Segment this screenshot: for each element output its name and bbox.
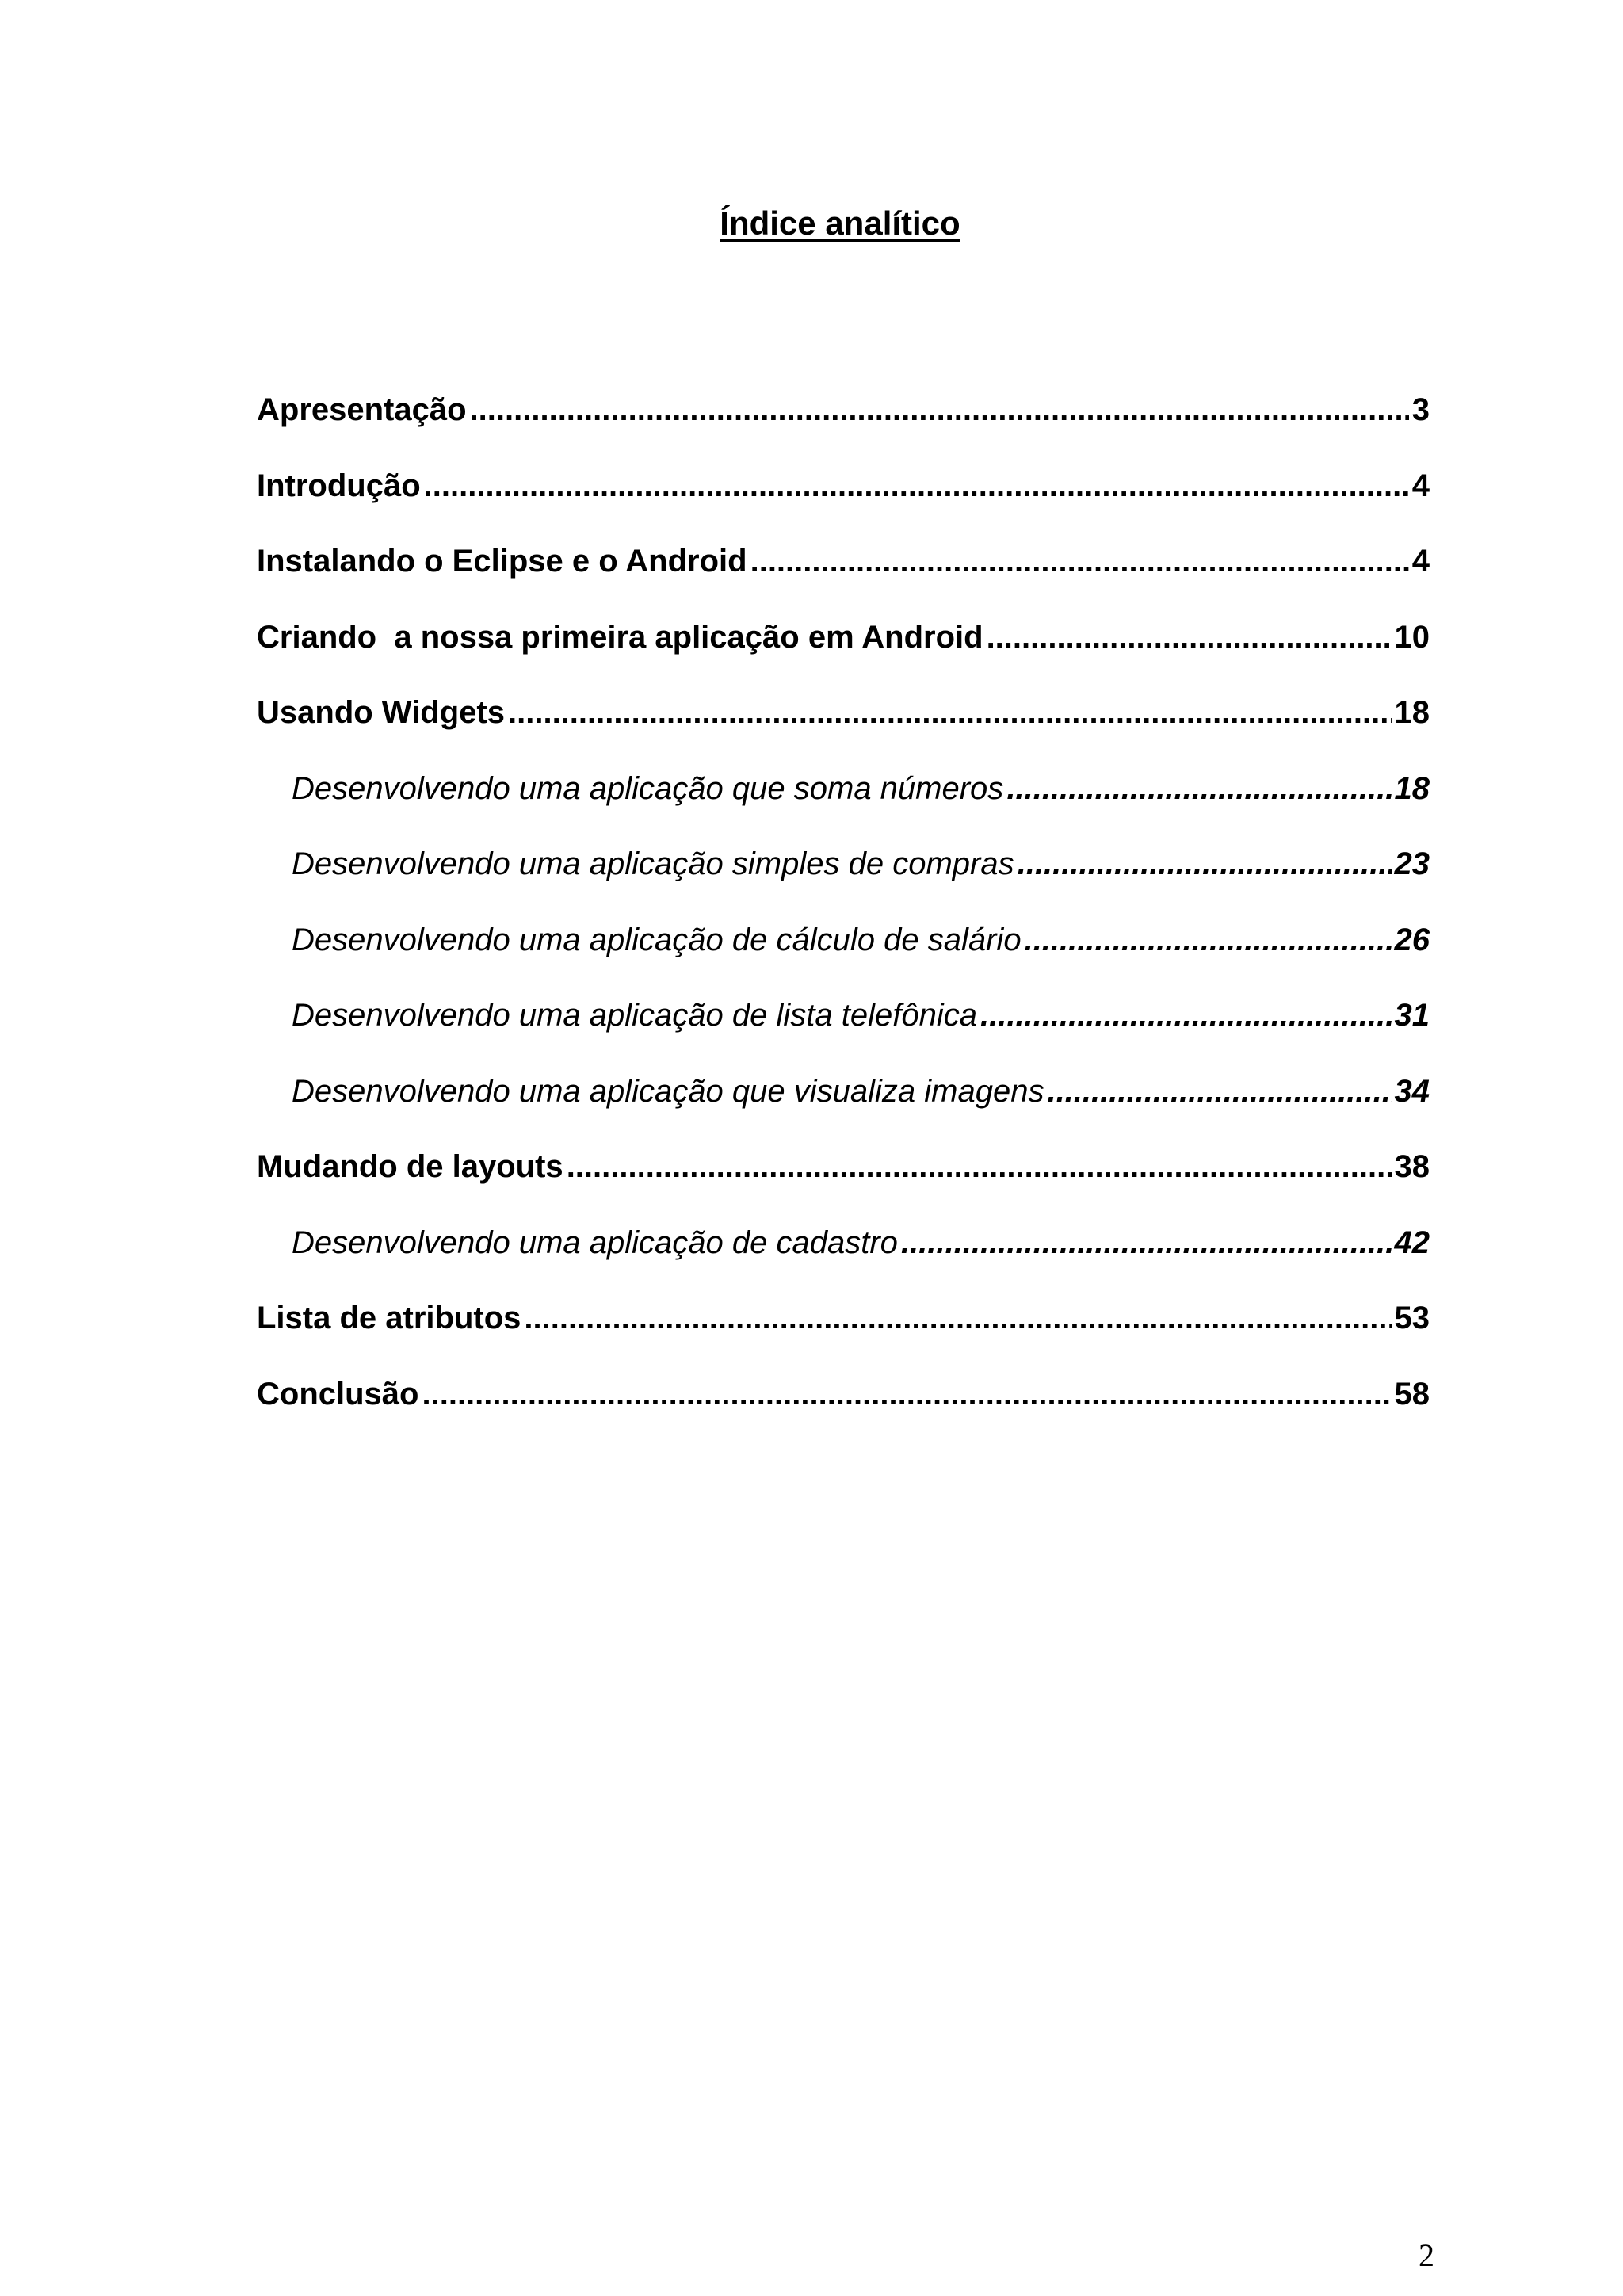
toc-entry-calculo-salario[interactable]: [257, 923, 1430, 999]
toc-entry-text: Usando Widgets: [257, 695, 505, 730]
dot-leader: [524, 1301, 1391, 1336]
toc-entry-page: 3: [1411, 392, 1430, 427]
dot-leader: [1006, 771, 1391, 807]
toc-entry-apresentacao[interactable]: [257, 392, 1430, 468]
toc-entry-cadastro[interactable]: [257, 1225, 1430, 1301]
toc-entry-text: Conclusão: [257, 1376, 419, 1412]
toc-entry-page: 53: [1394, 1301, 1430, 1335]
dot-leader: [1047, 1074, 1391, 1110]
toc-entry-page: 42: [1394, 1224, 1430, 1260]
page-number: 2: [1419, 2237, 1434, 2273]
toc-entry-text: Lista de atributos: [257, 1301, 521, 1335]
toc-entry-text: Apresentação: [257, 392, 467, 427]
toc-entry-text: Mudando de layouts: [257, 1149, 563, 1184]
toc-entry-text: Desenvolvendo uma aplicação simples de compras: [292, 846, 1014, 881]
dot-leader: [424, 468, 1409, 504]
toc-entry-page: 4: [1411, 544, 1430, 579]
toc-entry-page: 38: [1394, 1149, 1430, 1184]
toc-entry-lista-telefonica[interactable]: [257, 998, 1430, 1074]
toc-entry-visualiza-imagens[interactable]: [257, 1074, 1430, 1150]
toc-entry-lista-atributos[interactable]: [257, 1301, 1430, 1377]
toc-entry-text: Desenvolvendo uma aplicação de cadastro: [292, 1224, 898, 1260]
table-of-contents: [257, 392, 1430, 1452]
dot-leader: [508, 695, 1392, 731]
dot-leader: [1018, 846, 1392, 882]
dot-leader: [422, 1377, 1391, 1412]
dot-leader: [567, 1149, 1392, 1185]
toc-entry-page: 18: [1394, 770, 1430, 806]
toc-entry-soma-numeros[interactable]: [257, 771, 1430, 847]
toc-entry-page: 34: [1394, 1073, 1430, 1109]
dot-leader: [901, 1225, 1392, 1261]
dot-leader: [980, 998, 1392, 1033]
toc-entry-text: Criando a nossa primeira aplicação em Android: [257, 619, 983, 655]
toc-entry-instalando[interactable]: [257, 544, 1430, 620]
toc-entry-compras[interactable]: [257, 846, 1430, 923]
toc-title: Índice analítico: [720, 204, 960, 242]
toc-entry-text: Instalando o Eclipse e o Android: [257, 544, 747, 579]
toc-entry-page: 18: [1394, 695, 1430, 730]
dot-leader: [750, 544, 1409, 579]
dot-leader: [1025, 923, 1392, 958]
toc-entry-page: 4: [1411, 468, 1430, 503]
toc-entry-usando-widgets[interactable]: [257, 695, 1430, 771]
toc-entry-text: Desenvolvendo uma aplicação que visualiza imagens: [292, 1073, 1044, 1109]
toc-entry-introducao[interactable]: [257, 468, 1430, 544]
toc-entry-conclusao[interactable]: [257, 1377, 1430, 1453]
toc-entry-page: 23: [1394, 846, 1430, 881]
toc-entry-text: Desenvolvendo uma aplicação de lista telefônica: [292, 998, 977, 1033]
toc-entry-page: 31: [1394, 998, 1430, 1033]
toc-entry-page: 10: [1394, 619, 1430, 655]
toc-entry-page: 58: [1394, 1376, 1430, 1412]
toc-entry-criando[interactable]: [257, 620, 1430, 696]
toc-entry-mudando-layouts[interactable]: [257, 1149, 1430, 1225]
toc-entry-text: Desenvolvendo uma aplicação de cálculo de salário: [292, 922, 1022, 957]
toc-entry-text: Desenvolvendo uma aplicação que soma números: [292, 770, 1004, 806]
dot-leader: [987, 620, 1392, 655]
toc-entry-text: Introdução: [257, 468, 421, 503]
toc-entry-page: 26: [1394, 922, 1430, 957]
dot-leader: [470, 392, 1409, 428]
